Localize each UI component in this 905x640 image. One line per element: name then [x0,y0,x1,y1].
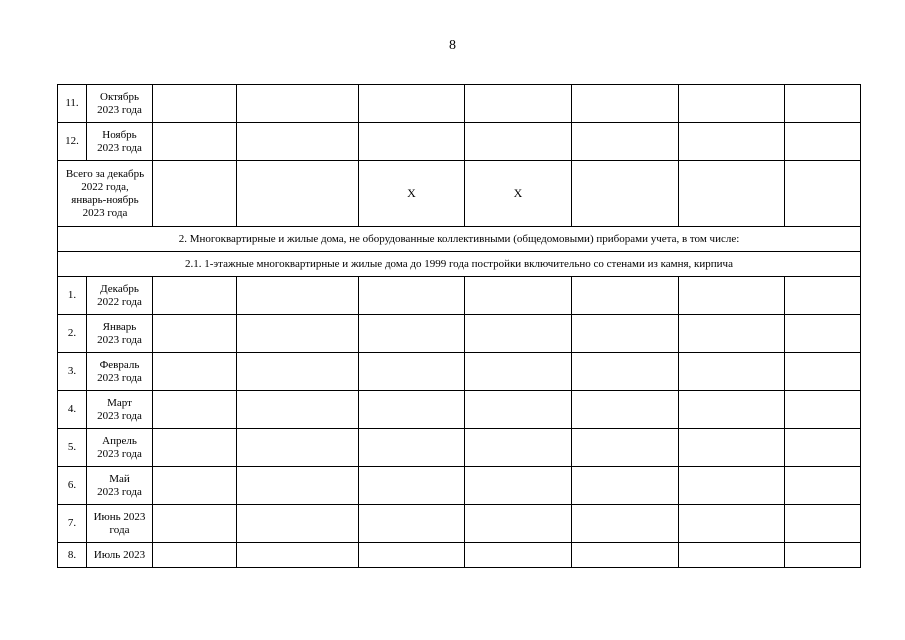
data-cell [359,505,465,543]
data-cell [679,543,785,568]
section-heading-row [58,227,861,252]
total-row [58,161,861,227]
row-number-cell: 1. [58,277,87,315]
row-number-cell: 11. [58,85,87,123]
table-row [58,277,861,315]
data-cell [572,315,679,353]
data-cell [785,85,861,123]
total-mark-cell [785,161,861,227]
data-cell [785,123,861,161]
period-cell: Март 2023 года [87,391,153,429]
data-cell [785,467,861,505]
table-row [58,467,861,505]
data-cell [153,123,237,161]
total-mark-cell: X [359,161,465,227]
data-cell [359,391,465,429]
data-cell [465,467,572,505]
data-cell [359,277,465,315]
data-cell [679,315,785,353]
table-row [58,85,861,123]
data-cell [679,85,785,123]
data-cell [465,85,572,123]
data-cell [237,505,359,543]
data-cell [679,353,785,391]
data-cell [237,543,359,568]
data-cell [465,391,572,429]
data-cell [153,543,237,568]
data-cell [785,543,861,568]
table-row [58,353,861,391]
data-cell [572,505,679,543]
data-cell [572,391,679,429]
data-cell [785,315,861,353]
section-heading: 2. Многоквартирные и жилые дома, не оборудованные коллективными (общедомовыми) приборами учета, в том числе: [58,227,861,252]
data-cell [237,467,359,505]
period-cell: Декабрь 2022 года [87,277,153,315]
table-row [58,429,861,467]
row-number-cell: 6. [58,467,87,505]
data-cell [679,277,785,315]
data-cell [572,277,679,315]
data-cell [237,123,359,161]
data-cell [153,429,237,467]
period-cell: Ноябрь 2023 года [87,123,153,161]
data-cell [359,123,465,161]
row-number-cell: 5. [58,429,87,467]
period-cell: Июль 2023 [87,543,153,568]
period-cell: Февраль 2023 года [87,353,153,391]
data-cell [465,315,572,353]
data-cell [237,429,359,467]
data-cell [465,505,572,543]
data-cell [237,391,359,429]
report-table [57,84,861,568]
data-cell [679,391,785,429]
data-cell [153,277,237,315]
data-cell [237,277,359,315]
data-cell [785,391,861,429]
row-number-cell: 12. [58,123,87,161]
data-cell [572,429,679,467]
total-mark-cell [237,161,359,227]
row-number-cell: 7. [58,505,87,543]
row-number-cell: 2. [58,315,87,353]
data-cell [359,543,465,568]
data-cell [359,429,465,467]
data-cell [572,353,679,391]
period-cell: Январь 2023 года [87,315,153,353]
table-row [58,543,861,568]
data-cell [679,429,785,467]
data-cell [679,467,785,505]
row-number-cell: 3. [58,353,87,391]
data-cell [237,353,359,391]
period-cell: Июнь 2023 года [87,505,153,543]
table-row [58,315,861,353]
total-mark-cell [679,161,785,227]
data-cell [465,277,572,315]
data-cell [153,315,237,353]
period-cell: Май 2023 года [87,467,153,505]
data-cell [679,123,785,161]
table-row [58,505,861,543]
data-cell [153,391,237,429]
data-cell [572,467,679,505]
data-cell [465,543,572,568]
data-cell [572,123,679,161]
data-cell [465,123,572,161]
total-mark-cell [572,161,679,227]
page-number: 8 [449,38,456,53]
data-cell [237,315,359,353]
data-cell [153,467,237,505]
total-mark-cell: X [465,161,572,227]
data-cell [359,315,465,353]
data-cell [237,85,359,123]
table-row [58,123,861,161]
data-cell [153,85,237,123]
data-cell [153,505,237,543]
total-label-cell: Всего за декабрь 2022 года, январь-ноябрь 2023 года [58,161,153,227]
data-cell [785,505,861,543]
data-cell [679,505,785,543]
data-cell [359,467,465,505]
row-number-cell: 8. [58,543,87,568]
row-number-cell: 4. [58,391,87,429]
period-cell: Апрель 2023 года [87,429,153,467]
data-cell [465,429,572,467]
data-cell [153,353,237,391]
table-row [58,391,861,429]
data-cell [359,353,465,391]
data-cell [785,429,861,467]
data-cell [572,543,679,568]
data-cell [465,353,572,391]
section-heading-row [58,252,861,277]
period-cell: Октябрь 2023 года [87,85,153,123]
section-heading: 2.1. 1-этажные многоквартирные и жилые дома до 1999 года постройки включительно со стенами из камня, кирпича [58,252,861,277]
data-cell [359,85,465,123]
data-cell [572,85,679,123]
data-cell [785,353,861,391]
data-cell [785,277,861,315]
total-mark-cell [153,161,237,227]
